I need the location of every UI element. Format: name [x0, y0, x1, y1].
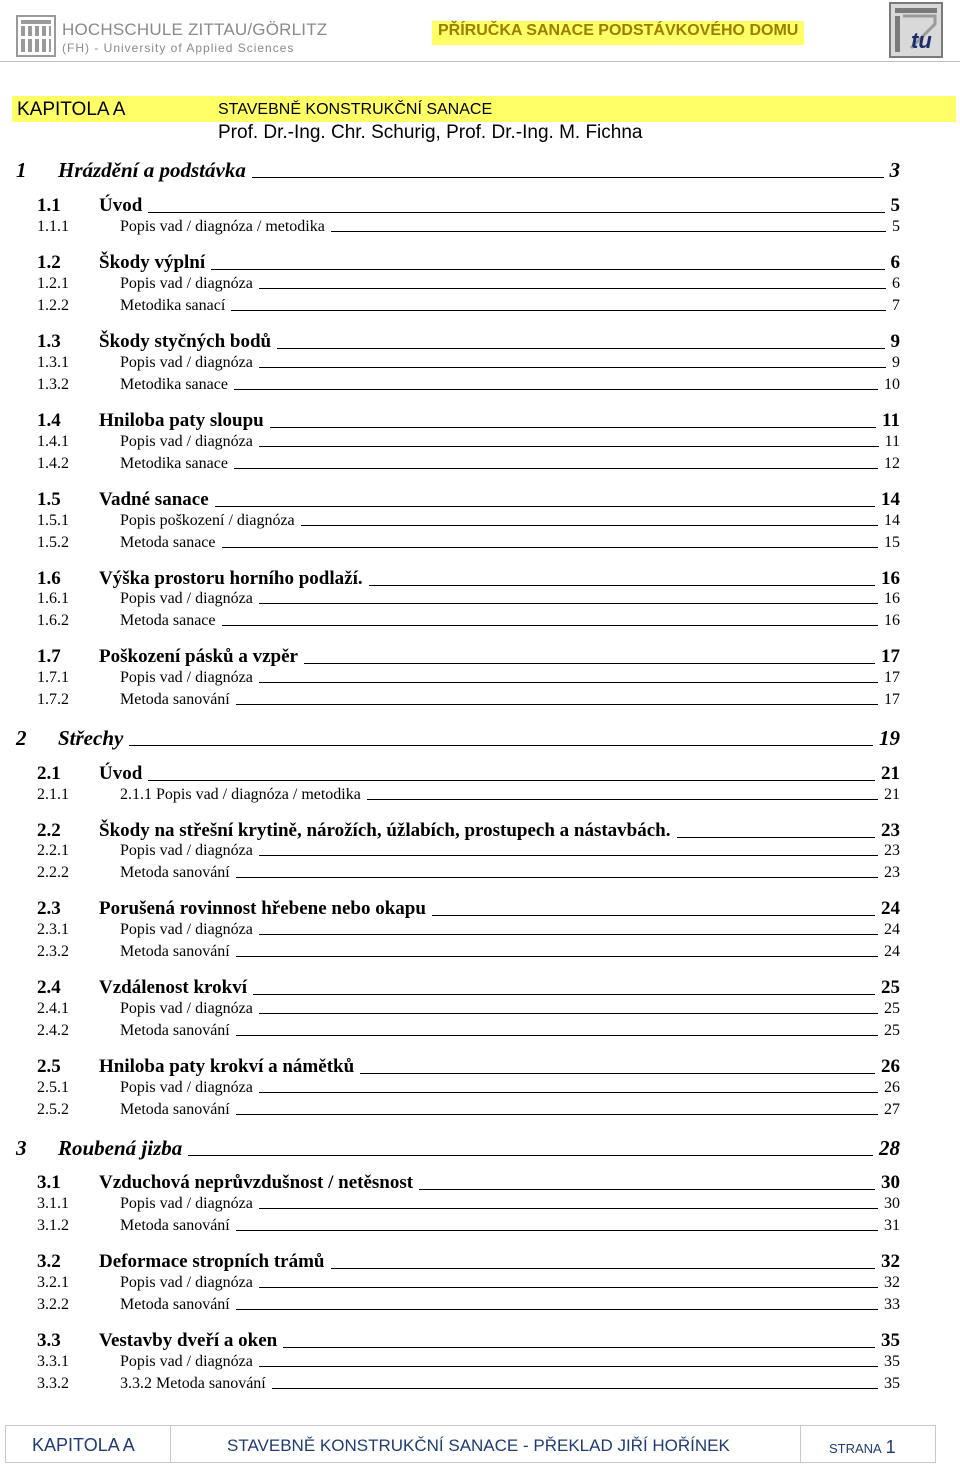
toc-entry[interactable] — [37, 669, 900, 687]
toc-entry[interactable] — [37, 921, 900, 939]
toc-entry-number: 2.4.1 — [37, 1000, 69, 1017]
toc-entry-page: 16 — [884, 612, 900, 629]
toc-leader-line — [215, 506, 875, 507]
toc-entry-title: Škody na střešní krytině, nárožích, úžlabích, prostupech a nástavbách. — [99, 820, 671, 841]
toc-entry-number: 1.1.1 — [37, 218, 69, 235]
toc-entry-title: Metoda sanace — [120, 612, 216, 629]
toc-leader-line — [259, 1287, 878, 1288]
toc-entry-page: 25 — [884, 1022, 900, 1039]
toc-leader-line — [301, 525, 878, 526]
toc-entry-page: 35 — [884, 1353, 900, 1370]
toc-leader-line — [253, 994, 875, 995]
toc-entry-page: 10 — [884, 376, 900, 393]
toc-entry-page: 35 — [884, 1375, 900, 1392]
toc-entry[interactable] — [37, 376, 900, 394]
toc-leader-line — [304, 663, 875, 664]
toc-entry-number: 1 — [16, 158, 27, 182]
toc-leader-line — [252, 177, 884, 178]
toc-leader-line — [188, 1155, 873, 1156]
toc-entry-number: 1.6 — [37, 568, 61, 589]
toc-leader-line — [331, 231, 886, 232]
toc-entry-number: 2.5.2 — [37, 1101, 69, 1118]
toc-entry-number: 1.6.1 — [37, 590, 69, 607]
toc-entry-title: Popis vad / diagnóza — [120, 1274, 253, 1291]
toc-entry-title: Metoda sanování — [120, 1296, 230, 1313]
toc-entry-page: 30 — [884, 1195, 900, 1212]
toc-entry[interactable] — [16, 158, 900, 183]
toc-leader-line — [677, 837, 876, 838]
toc-entry[interactable] — [37, 1022, 900, 1040]
toc-entry[interactable] — [37, 763, 900, 785]
toc-entry-number: 1.7.2 — [37, 691, 69, 708]
toc-entry-title: Střechy — [58, 726, 124, 750]
chapter-label: KAPITOLA A — [17, 99, 126, 120]
toc-entry[interactable] — [16, 726, 900, 751]
toc-entry-page: 12 — [884, 455, 900, 472]
toc-entry-page: 16 — [884, 590, 900, 607]
toc-entry-title: Škody výplní — [99, 252, 206, 273]
toc-entry-page: 16 — [881, 568, 900, 589]
toc-entry-title: Metodika sanace — [120, 455, 228, 472]
toc-entry[interactable] — [37, 1172, 900, 1194]
chapter-authors: Prof. Dr.-Ing. Chr. Schurig, Prof. Dr.-Ing. M. Fichna — [218, 122, 643, 143]
toc-entry-title: Metodika sanací — [120, 297, 226, 314]
toc-entry-number: 1.7 — [37, 646, 61, 667]
footer-page — [829, 1437, 896, 1458]
toc-entry-page: 24 — [884, 943, 900, 960]
toc-entry-title: 3.3.2 Metoda sanování — [120, 1375, 266, 1392]
footer-page-label: STRANA — [829, 1441, 882, 1456]
toc-entry-number: 1.3.1 — [37, 354, 69, 371]
header-divider — [0, 61, 960, 62]
toc-entry[interactable] — [37, 297, 900, 315]
toc-leader-line — [236, 956, 878, 957]
toc-leader-line — [331, 1268, 876, 1269]
toc-entry-page: 23 — [884, 842, 900, 859]
toc-entry[interactable] — [37, 977, 900, 999]
toc-entry-number: 3.3 — [37, 1330, 61, 1351]
toc-leader-line — [259, 288, 886, 289]
toc-entry-number: 2.2.1 — [37, 842, 69, 859]
toc-entry-number: 3.2.1 — [37, 1274, 69, 1291]
toc-entry-number: 1.4 — [37, 410, 61, 431]
toc-entry-number: 1.4.1 — [37, 433, 69, 450]
toc-entry[interactable] — [37, 1353, 900, 1371]
toc-entry-page: 28 — [879, 1136, 900, 1160]
toc-entry-page: 17 — [884, 691, 900, 708]
toc-entry-page: 24 — [884, 921, 900, 938]
toc-entry-page: 23 — [881, 820, 900, 841]
toc-leader-line — [148, 212, 884, 213]
toc-leader-line — [236, 704, 878, 705]
toc-entry[interactable] — [16, 1136, 900, 1161]
toc-entry-number: 2.2 — [37, 820, 61, 841]
toc-entry[interactable] — [37, 195, 900, 217]
toc-entry-title: Metodika sanace — [120, 376, 228, 393]
toc-leader-line — [236, 1114, 878, 1115]
toc-entry-title: Metoda sanace — [120, 534, 216, 551]
toc-leader-line — [360, 1073, 875, 1074]
toc-entry-title: Popis poškození / diagnóza — [120, 512, 295, 529]
toc-leader-line — [236, 1035, 878, 1036]
tu-logo-letters: tu — [911, 28, 932, 53]
toc-entry-number: 3.2.2 — [37, 1296, 69, 1313]
toc-leader-line — [259, 367, 886, 368]
toc-entry[interactable] — [37, 489, 900, 511]
toc-entry-page: 3 — [889, 158, 900, 182]
toc-entry-title: Popis vad / diagnóza — [120, 1000, 253, 1017]
toc-entry-number: 2 — [16, 726, 27, 750]
toc-entry[interactable] — [37, 1330, 900, 1352]
toc-entry[interactable] — [37, 786, 900, 804]
toc-entry-title: Hrázdění a podstávka — [58, 158, 246, 182]
toc-entry-number: 3.1.2 — [37, 1217, 69, 1234]
toc-entry-number: 3.1 — [37, 1172, 61, 1193]
toc-entry-title: Vzdálenost krokví — [99, 977, 247, 998]
toc-entry[interactable] — [37, 820, 900, 842]
toc-entry-title: Popis vad / diagnóza — [120, 921, 253, 938]
toc-entry-number: 3.3.1 — [37, 1353, 69, 1370]
toc-entry-page: 19 — [879, 726, 900, 750]
toc-entry-page: 9 — [892, 354, 900, 371]
toc-entry-title: Popis vad / diagnóza — [120, 590, 253, 607]
toc-entry-number: 2.3.1 — [37, 921, 69, 938]
toc-entry-page: 27 — [884, 1101, 900, 1118]
toc-entry[interactable] — [37, 1375, 900, 1393]
chapter-title: STAVEBNĚ KONSTRUKČNÍ SANACE — [218, 101, 493, 118]
toc-entry-title: Popis vad / diagnóza / metodika — [120, 218, 325, 235]
toc-entry[interactable] — [37, 252, 900, 274]
toc-leader-line — [236, 877, 878, 878]
toc-entry-page: 5 — [892, 218, 900, 235]
toc-entry-number: 1.7.1 — [37, 669, 69, 686]
toc-entry-number: 1.2.1 — [37, 275, 69, 292]
toc-entry-title: Popis vad / diagnóza — [120, 275, 253, 292]
toc-entry-number: 2.2.2 — [37, 864, 69, 881]
toc-entry-number: 2.3 — [37, 898, 61, 919]
chapter-banner — [12, 96, 956, 122]
toc-entry-title: Výška prostoru horního podlaží. — [99, 568, 363, 589]
toc-entry-number: 1.1 — [37, 195, 61, 216]
toc-leader-line — [277, 348, 884, 349]
toc-leader-line — [236, 1309, 878, 1310]
toc-leader-line — [259, 1208, 878, 1209]
toc-entry-page: 14 — [884, 512, 900, 529]
toc-entry-number: 1.3 — [37, 331, 61, 352]
toc-entry[interactable] — [37, 354, 900, 372]
toc-entry[interactable] — [37, 1296, 900, 1314]
toc-entry-title: 2.1.1 Popis vad / diagnóza / metodika — [120, 786, 361, 803]
toc-entry[interactable] — [37, 455, 900, 473]
toc-entry-title: Vzduchová neprůvzdušnost / netěsnost — [99, 1172, 414, 1193]
toc-entry-page: 17 — [884, 669, 900, 686]
toc-entry-page: 9 — [890, 331, 900, 352]
university-logo-icon — [16, 15, 56, 57]
toc-entry[interactable] — [37, 943, 900, 961]
footer-chapter: KAPITOLA A — [32, 1435, 135, 1455]
toc-entry-page: 35 — [881, 1330, 900, 1351]
toc-entry-title: Popis vad / diagnóza — [120, 1195, 253, 1212]
toc-entry-title: Popis vad / diagnóza — [120, 842, 253, 859]
toc-entry-title: Popis vad / diagnóza — [120, 433, 253, 450]
toc-leader-line — [222, 547, 878, 548]
toc-entry-number: 2.4.2 — [37, 1022, 69, 1039]
toc-entry[interactable] — [37, 534, 900, 552]
toc-entry-number: 2.5.1 — [37, 1079, 69, 1096]
toc-entry-page: 24 — [881, 898, 900, 919]
toc-entry-title: Úvod — [99, 195, 143, 216]
toc-entry-number: 1.5.1 — [37, 512, 69, 529]
toc-entry-page: 31 — [884, 1217, 900, 1234]
toc-entry-title: Popis vad / diagnóza — [120, 1079, 253, 1096]
toc-entry-title: Porušená rovinnost hřebene nebo okapu — [99, 898, 426, 919]
toc-leader-line — [236, 1230, 878, 1231]
toc-entry-page: 26 — [881, 1056, 900, 1077]
toc-entry-page: 30 — [881, 1172, 900, 1193]
toc-entry-number: 3.1.1 — [37, 1195, 69, 1212]
handbook-title: PŘÍRUČKA SANACE PODSTÁVKOVÉHO DOMU — [432, 21, 804, 45]
toc-entry[interactable] — [37, 433, 900, 451]
toc-entry-page: 32 — [881, 1251, 900, 1272]
toc-leader-line — [259, 855, 878, 856]
toc-entry[interactable] — [37, 1101, 900, 1119]
toc-entry-page: 6 — [892, 275, 900, 292]
toc-entry-title: Roubená jizba — [58, 1136, 183, 1160]
toc-entry-number: 1.5.2 — [37, 534, 69, 551]
toc-entry-title: Metoda sanování — [120, 1022, 230, 1039]
toc-entry-number: 1.6.2 — [37, 612, 69, 629]
toc-entry-number: 1.3.2 — [37, 376, 69, 393]
toc-leader-line — [283, 1347, 875, 1348]
toc-entry[interactable] — [37, 612, 900, 630]
toc-entry-title: Popis vad / diagnóza — [120, 1353, 253, 1370]
toc-leader-line — [259, 682, 878, 683]
toc-entry-title: Metoda sanování — [120, 943, 230, 960]
toc-entry-page: 25 — [884, 1000, 900, 1017]
page-footer — [5, 1425, 936, 1463]
toc-entry-page: 23 — [884, 864, 900, 881]
toc-leader-line — [222, 625, 878, 626]
toc-leader-line — [432, 915, 875, 916]
toc-entry[interactable] — [37, 590, 900, 608]
toc-entry-number: 3 — [16, 1136, 27, 1160]
toc-entry[interactable] — [37, 646, 900, 668]
toc-entry-number: 1.4.2 — [37, 455, 69, 472]
toc-entry-title: Metoda sanování — [120, 864, 230, 881]
toc-entry-page: 7 — [892, 297, 900, 314]
university-name: HOCHSCHULE ZITTAU/GÖRLITZ — [62, 20, 328, 39]
toc-leader-line — [129, 745, 873, 746]
university-subtitle: (FH) - University of Applied Sciences — [62, 41, 295, 55]
toc-entry-page: 21 — [881, 763, 900, 784]
toc-entry[interactable] — [37, 218, 900, 236]
toc-entry-page: 21 — [884, 786, 900, 803]
toc-entry-number: 3.3.2 — [37, 1375, 69, 1392]
toc-entry-page: 26 — [884, 1079, 900, 1096]
toc-leader-line — [148, 780, 875, 781]
toc-entry-page: 11 — [884, 433, 900, 450]
toc-entry-number: 1.2 — [37, 252, 61, 273]
toc-leader-line — [259, 1092, 878, 1093]
toc-entry[interactable] — [37, 864, 900, 882]
toc-entry-page: 11 — [882, 410, 900, 431]
toc-entry-page: 5 — [890, 195, 900, 216]
footer-title: STAVEBNĚ KONSTRUKČNÍ SANACE - PŘEKLAD JIŘÍ HOŘÍNEK — [227, 1436, 730, 1455]
toc-leader-line — [369, 585, 875, 586]
toc-entry[interactable] — [37, 410, 900, 432]
toc-entry-page: 17 — [881, 646, 900, 667]
toc-entry[interactable] — [37, 1217, 900, 1235]
footer-page-number: 1 — [885, 1437, 896, 1457]
toc-entry-number: 2.5 — [37, 1056, 61, 1077]
toc-entry-title: Popis vad / diagnóza — [120, 354, 253, 371]
toc-leader-line — [259, 603, 878, 604]
toc-leader-line — [259, 1013, 878, 1014]
toc-entry-title: Poškození pásků a vzpěr — [99, 646, 298, 667]
toc-entry[interactable] — [37, 1274, 900, 1292]
toc-entry-title: Vadné sanace — [99, 489, 209, 510]
toc-entry[interactable] — [37, 331, 900, 353]
toc-leader-line — [259, 934, 878, 935]
toc-entry-number: 2.1 — [37, 763, 61, 784]
toc-entry-page: 14 — [881, 489, 900, 510]
toc-entry-number: 1.2.2 — [37, 297, 69, 314]
toc-entry[interactable] — [37, 1251, 900, 1273]
toc-entry-title: Vestavby dveří a oken — [99, 1330, 278, 1351]
toc-entry[interactable] — [37, 275, 900, 293]
toc-entry-page: 33 — [884, 1296, 900, 1313]
toc-entry[interactable] — [37, 512, 900, 530]
toc-entry[interactable] — [37, 568, 900, 590]
footer-title-cell — [171, 1426, 801, 1462]
toc-entry[interactable] — [37, 1079, 900, 1097]
toc-entry-number: 2.3.2 — [37, 943, 69, 960]
footer-page-cell — [801, 1426, 935, 1462]
toc-entry-number: 3.2 — [37, 1251, 61, 1272]
toc-leader-line — [234, 468, 878, 469]
toc-entry-number: 1.5 — [37, 489, 61, 510]
toc-entry-title: Hniloba paty sloupu — [99, 410, 264, 431]
toc-entry-number: 2.4 — [37, 977, 61, 998]
toc-leader-line — [259, 446, 879, 447]
toc-entry-page: 15 — [884, 534, 900, 551]
toc-entry-title: Metoda sanování — [120, 1101, 230, 1118]
footer-chapter-cell — [6, 1426, 171, 1462]
toc-entry-title: Metoda sanování — [120, 691, 230, 708]
toc-entry[interactable] — [37, 842, 900, 860]
toc-entry-title: Škody styčných bodů — [99, 331, 272, 352]
toc-entry[interactable] — [37, 691, 900, 709]
toc-entry[interactable] — [37, 898, 900, 920]
toc-leader-line — [211, 269, 884, 270]
toc-entry-title: Popis vad / diagnóza — [120, 669, 253, 686]
toc-leader-line — [272, 1388, 878, 1389]
toc-entry[interactable] — [37, 1000, 900, 1018]
toc-entry-title: Metoda sanování — [120, 1217, 230, 1234]
toc-leader-line — [259, 1366, 878, 1367]
toc-entry-page: 32 — [884, 1274, 900, 1291]
toc-leader-line — [231, 310, 886, 311]
toc-leader-line — [234, 389, 878, 390]
toc-entry-page: 6 — [890, 252, 900, 273]
toc-entry-number: 2.1.1 — [37, 786, 69, 803]
toc-entry[interactable] — [37, 1056, 900, 1078]
toc-entry-page: 25 — [881, 977, 900, 998]
toc-leader-line — [419, 1189, 875, 1190]
toc-entry-title: Deformace stropních trámů — [99, 1251, 325, 1272]
toc-entry-title: Úvod — [99, 763, 143, 784]
toc-leader-line — [270, 427, 876, 428]
toc-entry-title: Hniloba paty krokví a námětků — [99, 1056, 355, 1077]
page-header — [0, 0, 960, 62]
toc-entry[interactable] — [37, 1195, 900, 1213]
toc-leader-line — [367, 799, 878, 800]
